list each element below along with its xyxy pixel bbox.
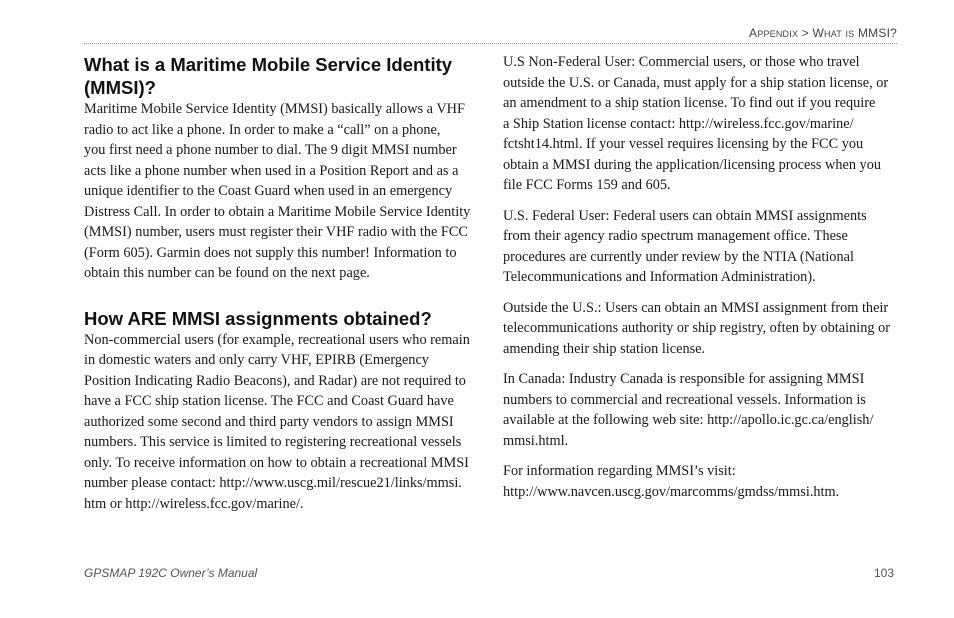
breadcrumb-section: APPENDIX [749,26,799,40]
text-line: htm or http://wireless.fcc.gov/marine/. [84,495,304,512]
text-line: U.S. Federal User: Federal users can obtain MMSI assignments [503,207,867,224]
left-column [84,52,480,514]
paragraph-us-federal [503,206,899,288]
text-line: numbers. This service is limited to registering recreational vessels [84,434,462,450]
text-line: Non-commercial users (for example, recreational users who remain [84,331,470,348]
footer-manual-title: GPSMAP 192C Owner’s Manual [84,566,258,580]
text-line: (MMSI) number, users must register their VHF radio with the FCC [84,224,468,240]
text-line: Telecommunications and Information Administration). [503,269,816,285]
text-line: fctsht14.html. If your vessel requires licensing by the FCC you [503,136,864,152]
text-line: obtain this number can be found on the next page. [84,265,370,281]
text-line: number please contact: http://www.uscg.mil/rescue21/links/mmsi. [84,475,462,491]
text-line: http://www.navcen.uscg.gov/marcomms/gmdss/mmsi.htm. [503,483,840,500]
text-line: in domestic waters and only carry VHF, EPIRB (Emergency [84,352,429,368]
text-line: procedures are currently under review by the NTIA (National [503,248,854,265]
page-header-breadcrumb [749,26,897,40]
text-line: file FCC Forms 159 and 605. [503,177,671,193]
paragraph-mmsi-definition [84,99,480,284]
heading-line: (MMSI)? [84,77,156,98]
text-line: numbers to commercial and recreational vessels. Information is [503,391,866,408]
text-line: you first need a phone number to dial. The 9 digit MMSI number [84,142,457,158]
paragraph-canada [503,369,899,451]
heading-what-is-mmsi [84,53,480,99]
text-line: Distress Call. In order to obtain a Maritime Mobile Service Identity [84,203,471,220]
text-line: only. To receive information on how to obtain a recreational MMSI [84,454,469,471]
text-line: available at the following web site: http://apollo.ic.gc.ca/english/ [503,412,874,428]
text-line: an amendment to a ship station license. To find out if you require [503,95,876,111]
paragraph-us-non-federal [503,52,899,196]
heading-line: What is a Maritime Mobile Service Identity [84,54,453,75]
text-line: mmsi.html. [503,432,569,449]
text-line: unique identifier to the Coast Guard when used in an emergency [84,183,453,199]
right-column [503,52,899,512]
text-line: Position Indicating Radio Beacons), and Radar) are not required to [84,372,466,389]
text-line: a Ship Station license contact: http://wireless.fcc.gov/marine/ [503,115,854,132]
heading-how-obtained: How ARE MMSI assignments obtained? [84,307,432,329]
header-divider [84,43,897,44]
text-line: authorized some second and third party vendors to assign MMSI [84,413,454,430]
text-line: Maritime Mobile Service Identity (MMSI) basically allows a VHF [84,101,465,117]
paragraph-more-info [503,461,899,502]
text-line: obtain a MMSI during the application/licensing process when you [503,156,882,173]
text-line: have a FCC ship station license. The FCC and Coast Guard have [84,393,454,409]
text-line: U.S Non-Federal User: Commercial users, or those who travel [503,54,860,70]
footer-page-number: 103 [873,566,894,580]
text-line: radio to act like a phone. In order to make a “call” on a phone, [84,121,441,138]
breadcrumb-page: WHAT IS MMSI? [812,26,897,40]
text-line: For information regarding MMSI’s visit: [503,463,736,479]
text-line: Outside the U.S.: Users can obtain an MMSI assignment from their [503,299,889,316]
text-line: amending their ship station license. [503,340,706,357]
text-line: from their agency radio spectrum management office. These [503,228,848,244]
text-line: (Form 605). Garmin does not supply this number! Information to [84,244,457,261]
breadcrumb-separator: > [801,26,809,40]
text-line: telecommunications authority or ship registry, often by obtaining or [503,320,890,336]
text-line: In Canada: Industry Canada is responsible for assigning MMSI [503,371,865,387]
paragraph-outside-us [503,298,899,360]
text-line: outside the U.S. or Canada, must apply for a ship station license, or [503,74,889,91]
text-line: acts like a phone number when used in a Position Report and as a [84,162,459,179]
paragraph-non-commercial-users [84,330,480,515]
